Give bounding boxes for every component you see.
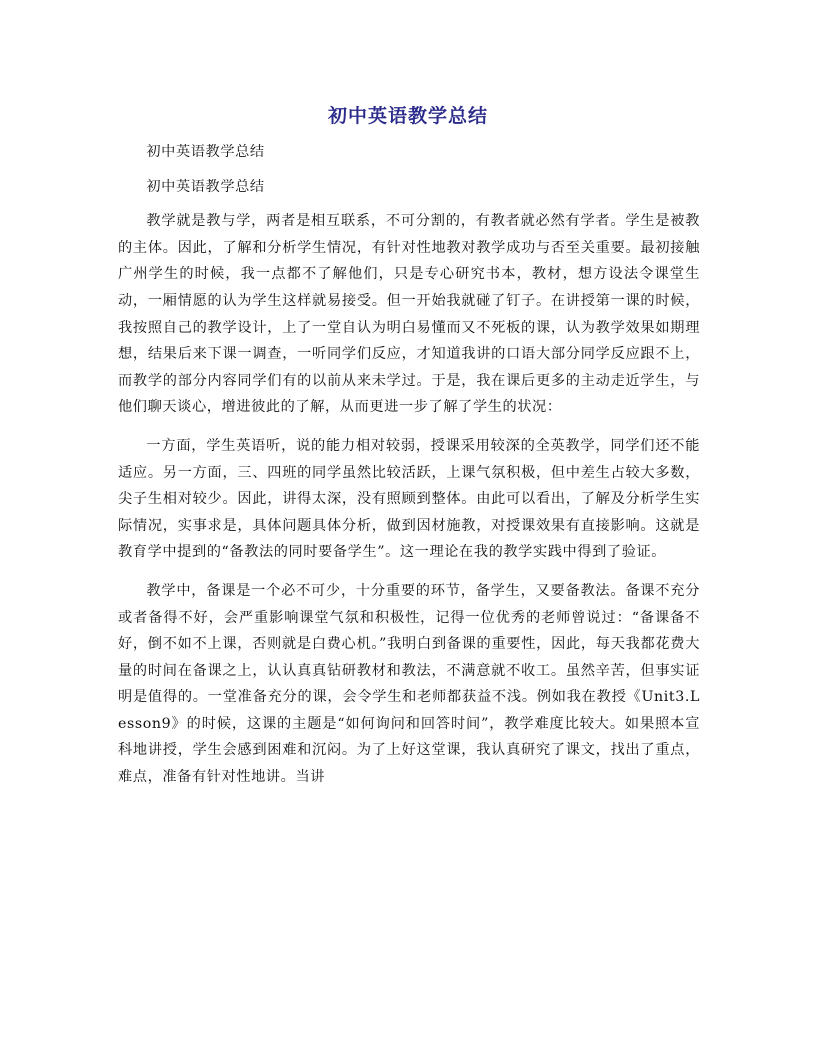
subtitle-line-2: 初中英语教学总结 bbox=[146, 178, 265, 195]
document-body bbox=[118, 139, 700, 803]
document-title: 初中英语教学总结 bbox=[327, 105, 488, 127]
paragraph-2: 一方面，学生英语听，说的能力相对较弱，授课采用较深的全英教学，同学们还不能适应。另一方面，三、四班的同学虽然比较活跃，上课气氛积极，但中差生占较大多数，尖子生相对较少。因此，讲得太深，没有照顾到整体。由此可以看出，了解及分析学生实际情况，实事求是，具体问题具体分析，做到因材施教，对授课效果有直接影响。这就是教育学中提到的“备教法的同时要备学生”。这一理论在我的教学实践中得到了验证。 bbox=[118, 437, 700, 561]
paragraph-1: 教学就是教与学，两者是相互联系，不可分割的，有教者就必然有学者。学生是被教的主体。因此，了解和分析学生情况，有针对性地教对教学成功与否至关重要。最初接触广州学生的时候，我一点都不了解他们，只是专心研究书本，教材，想方设法令课堂生动，一厢情愿的认为学生这样就易接受。但一开始我就碰了钉子。在讲授第一课的时候，我按照自己的教学设计，上了一堂自认为明白易懂而又不死板的课，认为教学效果如期理想，结果后来下课一调查，一听同学们反应，才知道我讲的口语大部分同学反应跟不上，而教学的部分内容同学们有的以前从来未学过。于是，我在课后更多的主动走近学生，与他们聊天谈心，增进彼此的了解，从而更进一步了解了学生的状况： bbox=[118, 213, 700, 416]
subtitle-line-1: 初中英语教学总结 bbox=[146, 144, 265, 160]
paragraph-3: 教学中，备课是一个必不可少，十分重要的环节，备学生，又要备教法。备课不充分或者备得不好，会严重影响课堂气氛和积极性，记得一位优秀的老师曾说过：“备课备不好，倒不如不上课，否则就是白费心机。”我明白到备课的重要性，因此，每天我都花费大量的时间在备课之上，认认真真钻研教材和教法，不满意就不收工。虽然辛苦，但事实证明是值得的。一堂准备充分的课，会令学生和老师都获益不浅。例如我在教授《Unit3.Lesson9》的时候，这课的主题是“如何询问和回答时间”，教学难度比较大。如果照本宣科地讲授，学生会感到困难和沉闷。为了上好这堂课，我认真研究了课文，找出了重点，难点，准备有针对性地讲。当讲 bbox=[118, 582, 700, 786]
